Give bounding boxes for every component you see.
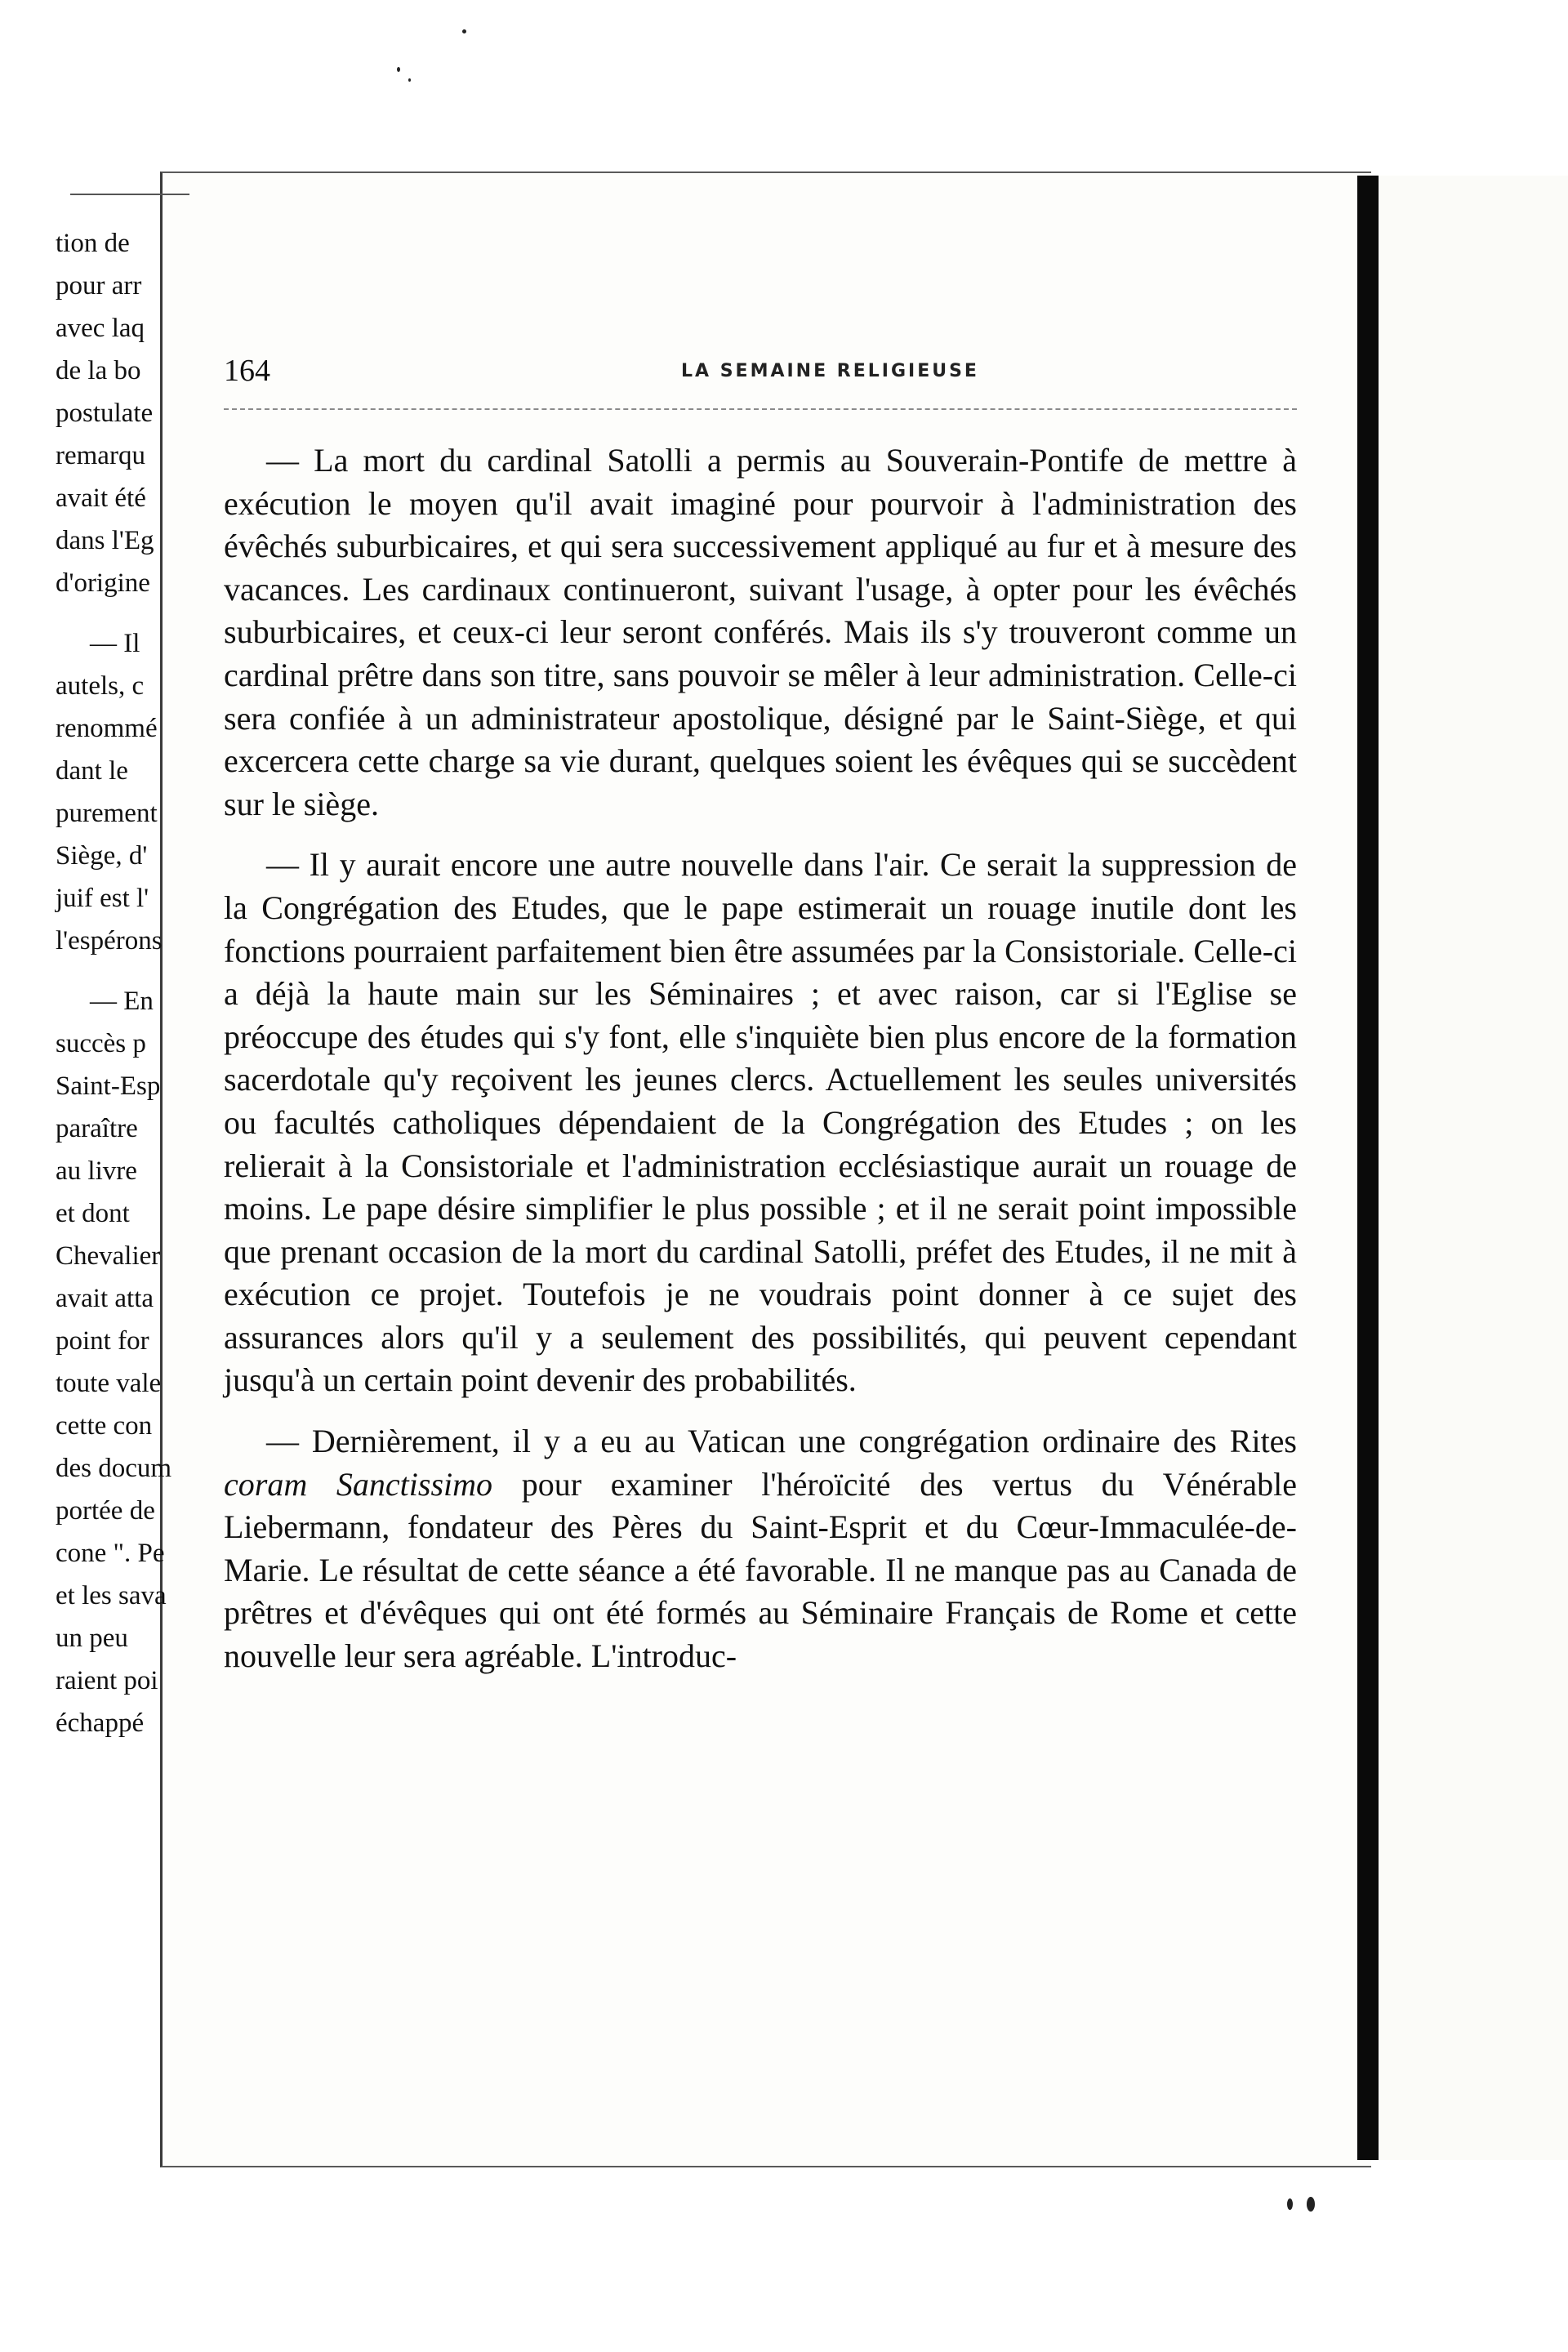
facing-line: remarqu (56, 441, 145, 470)
facing-line: — En (90, 987, 154, 1016)
facing-line: renommé (56, 714, 158, 743)
facing-line: un peu (56, 1624, 128, 1653)
facing-line: cone ". Pe (56, 1539, 165, 1568)
running-header (224, 353, 1302, 394)
facing-line: avec laq (56, 314, 145, 343)
dust-speck (397, 67, 400, 72)
facing-line: raient poi (56, 1666, 158, 1695)
book-gutter (1357, 176, 1379, 2160)
article-body (224, 439, 1297, 1696)
facing-line: toute vale (56, 1369, 162, 1398)
paragraph (224, 1420, 1297, 1678)
facing-line: l'espérons (56, 926, 163, 956)
facing-line: portée de (56, 1496, 155, 1526)
facing-line: tion de (56, 229, 130, 258)
facing-line: au livre (56, 1156, 137, 1186)
facing-line: purement (56, 799, 158, 828)
facing-line: succès p (56, 1029, 146, 1058)
paragraph: — La mort du cardinal Satolli a permis au Souverain-Pontife de mettre à exécution le moyen qu'il avait imaginé pour pourvoir à l'administration des évêchés suburbicaires, et qui sera successivement appliqué au fur et à mesure des vacances. Les cardinaux continueront, suivant l'usage, à opter pour les évêchés suburbicaires, et ceux-ci leur seront conférés. Mais ils s'y trouveront comme un cardinal prêtre dans son titre, sans pouvoir se mêler à leur administration. Celle-ci sera confiée à un administrateur apostolique, désigné par le Saint-Siège, et qui excercera cette charge sa vie durant, quelques soient les évêques qui se succèdent sur le siège. (224, 442, 1297, 822)
facing-line: de la bo (56, 356, 141, 385)
italic-phrase: coram Sanctissimo (224, 1465, 493, 1503)
facing-page-rule (70, 194, 189, 195)
book-page-right (1379, 176, 1568, 2160)
paragraph-text: — Dernièrement, il y a eu au Vatican une congrégation ordinaire des Rites (266, 1423, 1297, 1460)
facing-line: Saint-Esp (56, 1071, 161, 1101)
running-title: LA SEMAINE RELIGIEUSE (681, 361, 979, 381)
facing-line: point for (56, 1326, 149, 1356)
dust-speck (1307, 2197, 1315, 2212)
facing-line: pour arr (56, 271, 142, 301)
dust-speck (462, 29, 466, 33)
facing-line: postulate (56, 399, 154, 428)
facing-line: autels, c (56, 671, 145, 701)
facing-line: cette con (56, 1411, 153, 1441)
facing-line: avait été (56, 483, 146, 513)
paragraph: — Il y aurait encore une autre nouvelle dans l'air. Ce serait la suppression de la Congrégation des Etudes, que le pape estimerait un rouage inutile dont les fonctions pourraient parfaitement bien être assumées par la Consistoriale. Celle-ci a déjà la haute main sur les Séminaires ; et avec raison, car si l'Eglise se préoccupe des études qui s'y font, elle s'inquiète bien plus encore de la formation sacerdotale qu'y reçoivent les jeunes clercs. Actuellement les seules universités ou facultés catholiques dépendaient de la Congrégation des Etudes ; on les relierait à la Consistoriale et l'administration ecclésiastique aurait un rouage de moins. Le pape désire simplifier le plus possible ; et il ne serait point impossible que prenant occasion de la mort du cardinal Satolli, préfet des Etudes, il ne mit à exécution ce projet. Toutefois je ne voudrais point donner à ce sujet des assurances alors qu'il y a seulement des possibilités, qui peuvent cependant jusqu'à un certain point devenir des probabilités. (224, 846, 1297, 1399)
facing-line: juif est l' (56, 884, 149, 913)
facing-line: et dont (56, 1199, 130, 1228)
facing-line: et les sava (56, 1581, 167, 1610)
facing-line: Siège, d' (56, 841, 148, 871)
facing-line: Chevalier (56, 1241, 161, 1271)
facing-line: des docum (56, 1454, 172, 1483)
dust-speck (408, 78, 411, 82)
facing-line: dans l'Eg (56, 526, 154, 555)
paragraph-text: pour examiner l'héroïcité des vertus du Vénérable Liebermann, fondateur des Pères du Saint-Esprit et du Cœur-Immaculée-de-Marie. Le résultat de cette séance a été favorable. Il ne manque pas au Canada de prêtres et d'évêques qui ont été formés au Séminaire Français de Rome et cette nouvelle leur sera agréable. L'introduc- (224, 1465, 1297, 1675)
dust-speck (1287, 2198, 1293, 2210)
facing-line: dant le (56, 756, 128, 786)
page-number: 164 (224, 354, 270, 388)
facing-line: d'origine (56, 568, 150, 598)
facing-line: avait atta (56, 1284, 154, 1313)
facing-line: échappé (56, 1708, 145, 1738)
facing-line: — Il (90, 629, 140, 658)
header-rule (224, 408, 1297, 410)
facing-line: paraître (56, 1114, 138, 1143)
